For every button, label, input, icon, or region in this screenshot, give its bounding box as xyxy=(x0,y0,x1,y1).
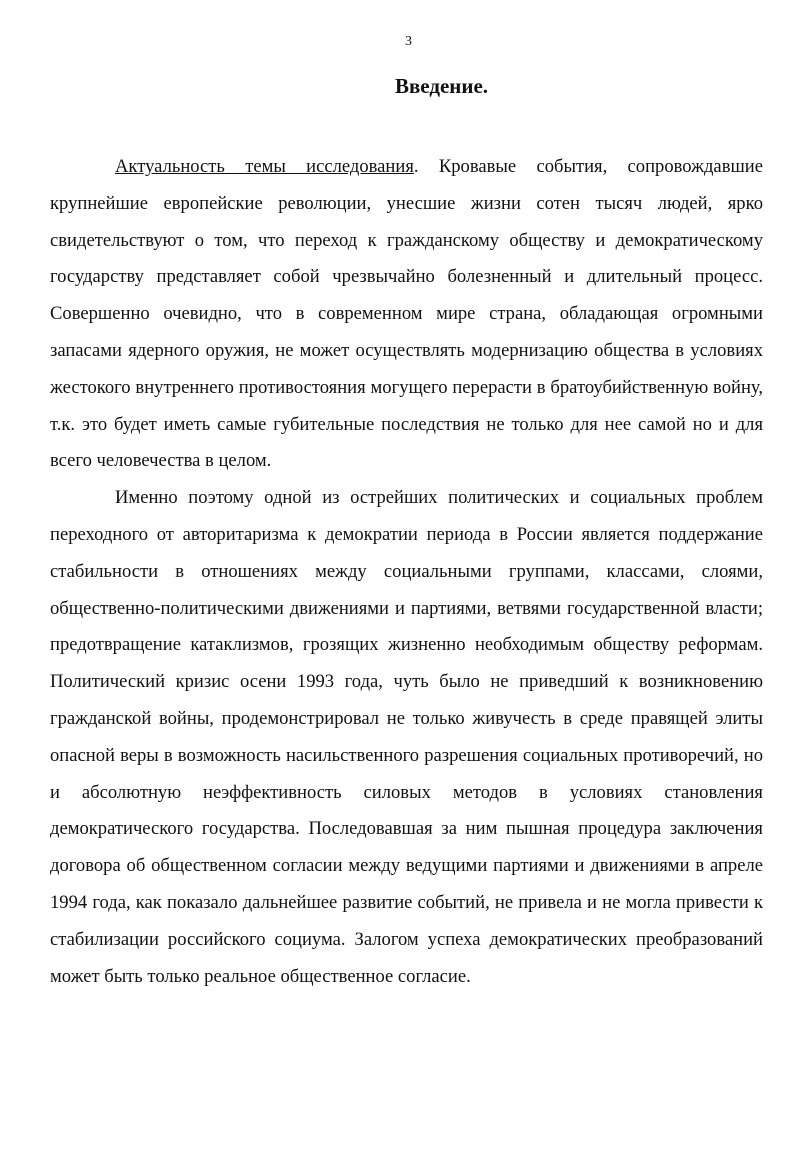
body-text xyxy=(50,149,763,995)
page-number: 3 xyxy=(405,34,412,49)
paragraph-1 xyxy=(50,149,763,480)
paragraph-2-text: Именно поэтому одной из острейших политических и социальных проблем переходного от авторитаризма к демократии периода в России является поддержание стабильности в отношениях между социальными группами, классами, слоями, общественно-политическими движениями и партиями, ветвями государственной власти; предотвращение катаклизмов, грозящих жизненно необходимым обществу реформам. Политический кризис осени 1993 года, чуть было не приведший к возникновению гражданской войны, продемонстрировал не только живучесть в среде правящей элиты опасной веры в возможность насильственного разрешения социальных противоречий, но и абсолютную неэффективность силовых методов в условиях становления демократического государства. Последовавшая за ним пышная процедура заключения договора об общественном согласии между ведущими партиями и движениями в апреле 1994 года, как показало дальнейшее развитие событий, не привела и не могла привести к стабилизации российского социума. Залогом успеха демократических преобразований может быть только реальное общественное согласие. xyxy=(50,487,763,987)
page-title: Введение. xyxy=(394,74,489,98)
paragraph-2 xyxy=(50,480,763,995)
paragraph-1-text: . Кровавые события, сопровождавшие крупнейшие европейские революции, унесшие жизни сотен тысяч людей, ярко свидетельствуют о том, что переход к гражданскому обществу и демократическому государству представляет собой чрезвычайно болезненный и длительный процесс. Совершенно очевидно, что в современном мире страна, обладающая огромными запасами ядерного оружия, не может осуществлять модернизацию общества в условиях жестокого внутреннего противостояния могущего перерасти в братоубийственную войну, т.к. это будет иметь самые губительные последствия не только для нее самой но и для всего человечества в целом. xyxy=(50,156,763,472)
topic-heading: Актуальность темы исследования xyxy=(115,156,414,177)
